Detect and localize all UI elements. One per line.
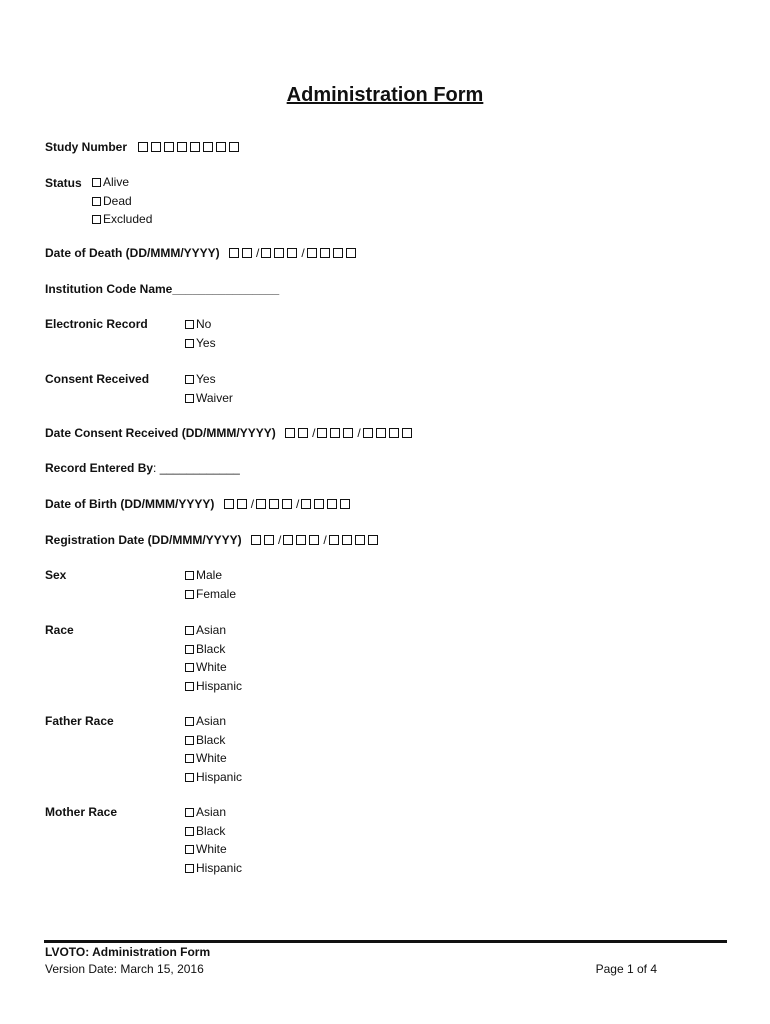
dob-row xyxy=(45,497,353,511)
checkbox[interactable] xyxy=(164,142,174,152)
status-options xyxy=(92,173,152,229)
footer-page-number: Page 1 of 4 xyxy=(595,962,657,976)
checkbox[interactable] xyxy=(229,142,239,152)
checkbox[interactable] xyxy=(177,142,187,152)
checkbox[interactable] xyxy=(151,142,161,152)
race-option-black[interactable]: Black xyxy=(185,640,242,659)
date-consent-boxes[interactable]: / / xyxy=(285,426,415,440)
footer-divider xyxy=(44,940,727,943)
checkbox[interactable] xyxy=(190,142,200,152)
mother-race-label: Mother Race xyxy=(45,805,118,819)
electronic-record-option-yes[interactable]: Yes xyxy=(185,334,216,353)
sex-option-male[interactable]: Male xyxy=(185,566,236,585)
father-race-label: Father Race xyxy=(45,714,114,728)
date-of-death-boxes[interactable]: / / xyxy=(229,246,359,260)
electronic-record-options xyxy=(185,315,216,352)
father-race-option-black[interactable]: Black xyxy=(185,731,242,750)
study-number-boxes[interactable] xyxy=(138,140,242,154)
record-entered-field[interactable]: : ____________ xyxy=(153,461,240,475)
record-entered-label: Record Entered By xyxy=(45,461,154,475)
checkbox[interactable] xyxy=(92,197,101,206)
status-option-alive[interactable]: Alive xyxy=(92,173,152,192)
race-options xyxy=(185,621,242,695)
status-label: Status xyxy=(45,176,82,190)
checkbox[interactable] xyxy=(216,142,226,152)
registration-row xyxy=(45,533,381,547)
father-race-option-white[interactable]: White xyxy=(185,749,242,768)
date-of-death-row xyxy=(45,246,359,260)
dob-boxes[interactable]: / / xyxy=(224,497,354,511)
date-of-death-label: Date of Death (DD/MMM/YYYY) xyxy=(45,246,220,260)
sex-label: Sex xyxy=(45,568,67,582)
registration-boxes[interactable]: / / xyxy=(251,533,381,547)
date-consent-row xyxy=(45,426,415,440)
father-race-options xyxy=(185,712,242,786)
father-race-option-hispanic[interactable]: Hispanic xyxy=(185,768,242,787)
checkbox[interactable] xyxy=(92,215,101,224)
mother-race-option-hispanic[interactable]: Hispanic xyxy=(185,859,242,878)
sex-options xyxy=(185,566,236,603)
mother-race-option-black[interactable]: Black xyxy=(185,822,242,841)
status-option-excluded[interactable]: Excluded xyxy=(92,210,152,229)
consent-received-label: Consent Received xyxy=(45,372,150,386)
date-consent-label: Date Consent Received (DD/MMM/YYYY) xyxy=(45,426,276,440)
checkbox[interactable] xyxy=(138,142,148,152)
mother-race-option-white[interactable]: White xyxy=(185,840,242,859)
institution-code-name-field[interactable]: Institution Code Name________________ xyxy=(45,282,280,296)
consent-received-options xyxy=(185,370,233,407)
study-number-label: Study Number xyxy=(45,140,128,154)
record-entered-row[interactable] xyxy=(45,461,240,475)
form-title: Administration Form xyxy=(286,84,484,106)
dob-label: Date of Birth (DD/MMM/YYYY) xyxy=(45,497,215,511)
electronic-record-label: Electronic Record xyxy=(45,317,148,331)
checkbox[interactable] xyxy=(92,178,101,187)
footer-version-date: Version Date: March 15, 2016 xyxy=(45,962,204,976)
father-race-option-asian[interactable]: Asian xyxy=(185,712,242,731)
race-option-hispanic[interactable]: Hispanic xyxy=(185,677,242,696)
race-label: Race xyxy=(45,623,74,637)
sex-option-female[interactable]: Female xyxy=(185,585,236,604)
study-number-row xyxy=(45,140,242,154)
electronic-record-option-no[interactable]: No xyxy=(185,315,216,334)
status-option-dead[interactable]: Dead xyxy=(92,192,152,211)
checkbox[interactable] xyxy=(203,142,213,152)
consent-option-yes[interactable]: Yes xyxy=(185,370,233,389)
mother-race-option-asian[interactable]: Asian xyxy=(185,803,242,822)
mother-race-options xyxy=(185,803,242,877)
registration-label: Registration Date (DD/MMM/YYYY) xyxy=(45,533,242,547)
race-option-asian[interactable]: Asian xyxy=(185,621,242,640)
consent-option-waiver[interactable]: Waiver xyxy=(185,389,233,408)
footer-form-name: LVOTO: Administration Form xyxy=(45,945,211,959)
race-option-white[interactable]: White xyxy=(185,658,242,677)
